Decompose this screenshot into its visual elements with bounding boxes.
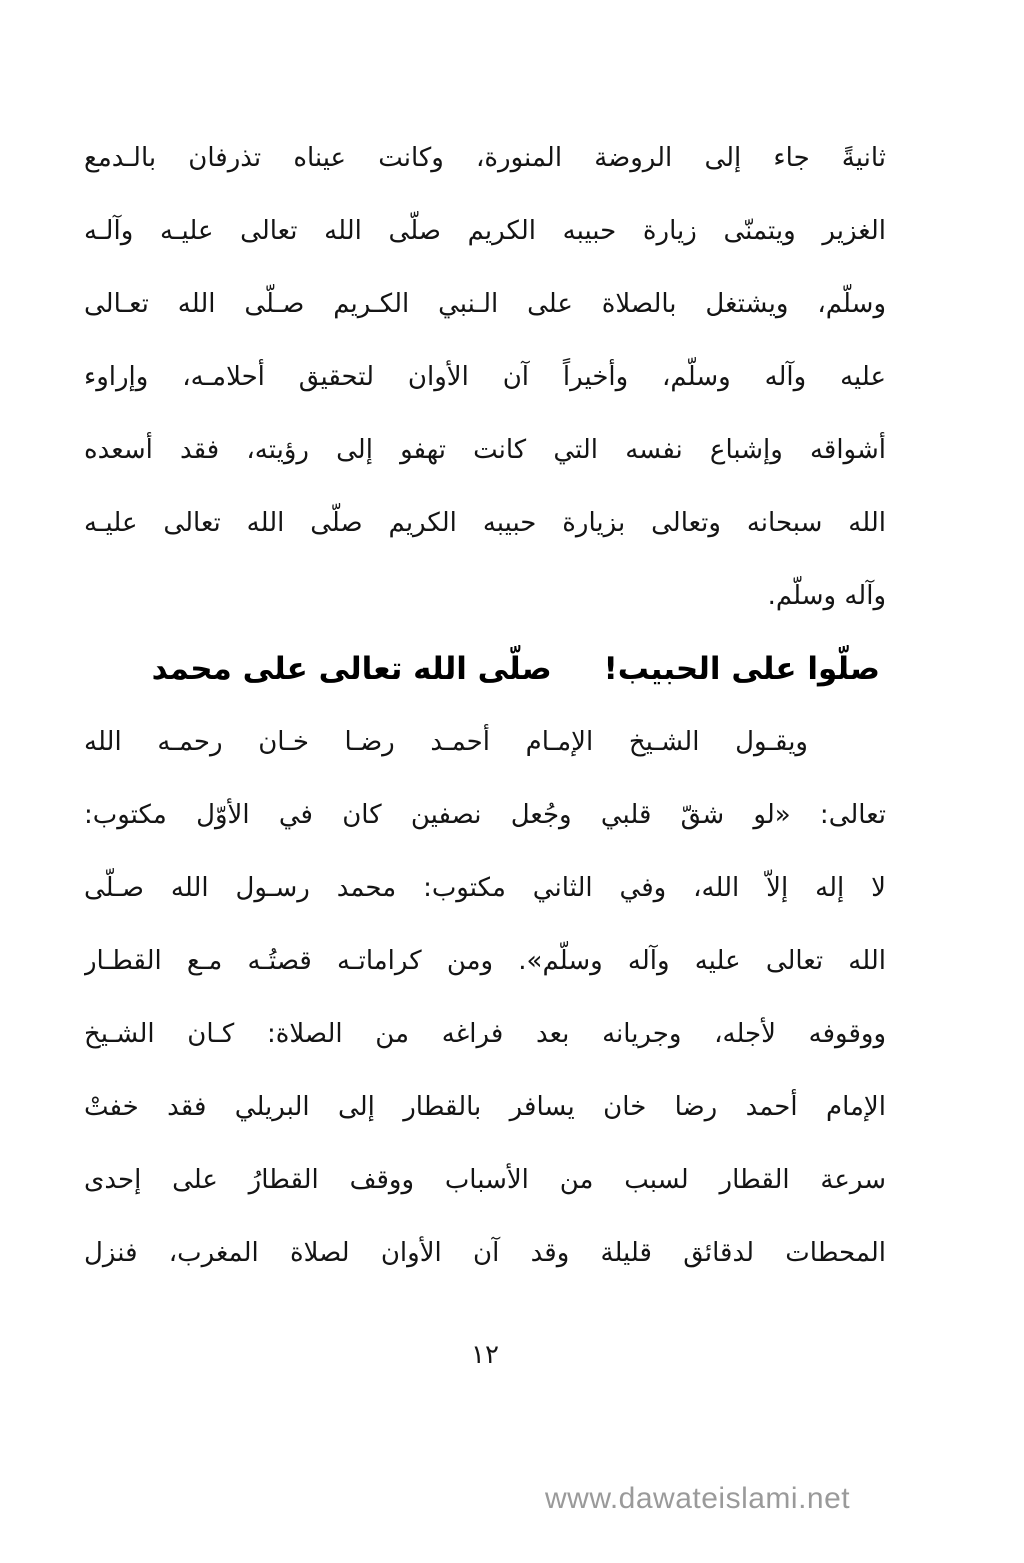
body-line: الغزير ويتمنّى زيارة حبيبه الكريم صلّى الله تعالى عليـه وآلـه [84, 216, 886, 246]
page-number: ١٢ [471, 1340, 499, 1370]
body-line: أشواقه وإشباع نفسه التي كانت تهفو إلى رؤيته، فقد أسعده [84, 435, 886, 465]
body-line: سرعة القطار لسبب من الأسباب ووقف القطارُ على إحدى [84, 1165, 886, 1195]
body-line: الإمام أحمد رضا خان يسافر بالقطار إلى البريلي فقد خفتْ [84, 1092, 886, 1122]
body-line: تعالى: «لو شقّ قلبي وجُعل نصفين كان في الأوّل مكتوب: [84, 800, 886, 830]
body-line: وسلّم، ويشتغل بالصلاة على الـنبي الكـريم صـلّى الله تعـالى [84, 289, 886, 319]
body-line: عليه وآله وسلّم، وأخيراً آن الأوان لتحقيق أحلامـه، وإراوء [84, 362, 886, 392]
body-line: لا إله إلاّ الله، وفي الثاني مكتوب: محمد رسـول الله صـلّى [84, 873, 886, 903]
body-line: الله سبحانه وتعالى بزيارة حبيبه الكريم صلّى الله تعالى عليـه [84, 508, 886, 538]
body-line: وآله وسلّم. [767, 581, 886, 611]
salat-heading [84, 633, 886, 706]
website-url: www.dawateislami.net [545, 1482, 851, 1515]
body-line: الله تعالى عليه وآله وسلّم». ومن كراماتـه قصتُـه مـع القطـار [84, 946, 886, 976]
salat-heading-call: صلّوا على الحبيب! [603, 651, 880, 687]
body-line: المحطات لدقائق قليلة وقد آن الأوان لصلاة المغرب، فنزل [84, 1238, 886, 1268]
body-line: ثانيةً جاء إلى الروضة المنورة، وكانت عيناه تذرفان بالـدمع [84, 143, 886, 173]
body-text-block [84, 122, 886, 1290]
body-line: ووقوفه لأجله، وجريانه بعد فراغه من الصلاة: كـان الشـيخ [84, 1019, 886, 1049]
salat-heading-response: صلّى الله تعالى على محمد [151, 651, 552, 687]
body-line: ويقـول الشـيخ الإمـام أحمـد رضـا خـان رحمـه الله [84, 727, 808, 757]
